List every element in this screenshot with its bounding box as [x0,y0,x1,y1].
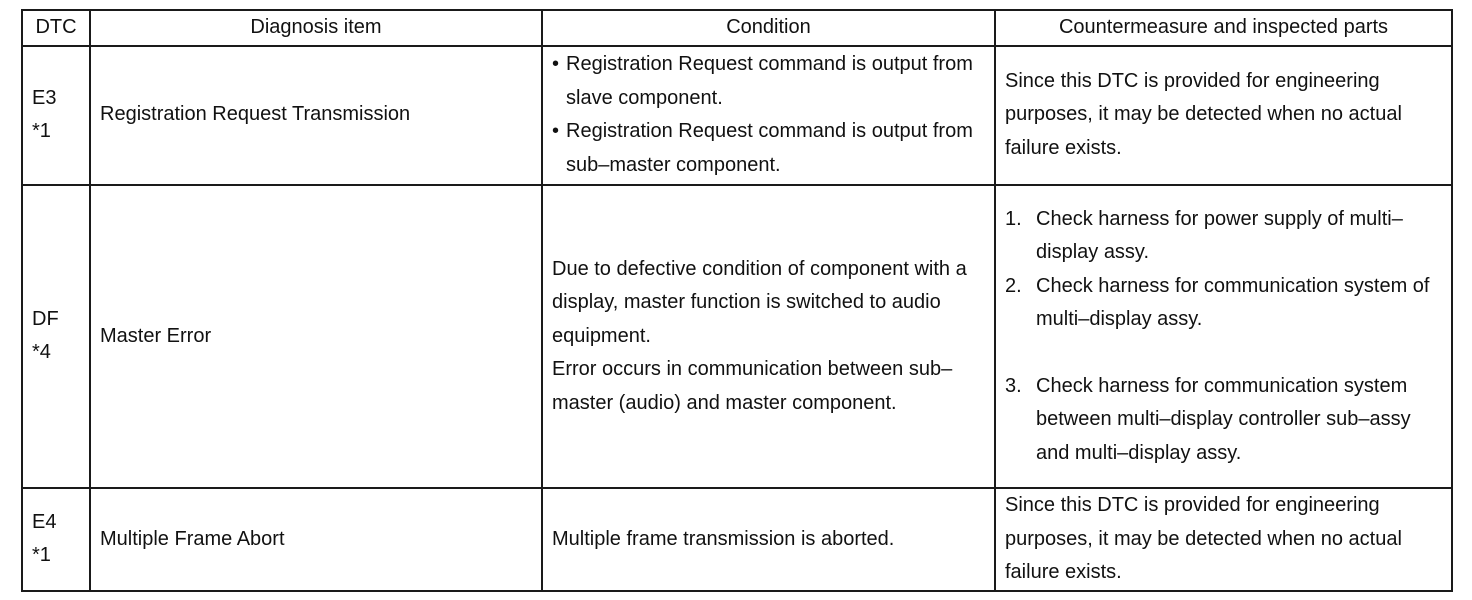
diagnosis-item-cell: Registration Request Transmission [90,46,542,185]
step-number: 3. [1005,374,1022,397]
header-diagnosis-item: Diagnosis item [90,10,542,46]
countermeasure-cell: Since this DTC is provided for engineering purposes, it may be detected when no actual failure exists. [995,46,1452,185]
dtc-code: DF [32,307,59,330]
dtc-cell [22,488,90,591]
countermeasure-cell [995,185,1452,488]
dtc-table [21,9,1453,592]
step-text: Check harness for power supply of multi–display assy. [1036,207,1403,264]
step-number: 1. [1005,207,1022,230]
dtc-note: *1 [32,544,51,567]
header-dtc: DTC [22,10,90,46]
countermeasure-step [1005,370,1442,471]
diagnosis-item-cell: Master Error [90,185,542,488]
condition-bullet: • Registration Request command is output from sub–master component. [552,115,985,182]
condition-bullet-list [552,48,985,182]
step-text: Check harness for communication system between multi–display controller sub–assy and multi–display assy. [1036,374,1411,464]
table-row [22,488,1452,591]
table-header [22,10,1452,46]
countermeasure-cell: Since this DTC is provided for engineering purposes, it may be detected when no actual failure exists. [995,488,1452,591]
header-condition: Condition [542,10,995,46]
dtc-cell [22,185,90,488]
countermeasure-step [1005,203,1442,270]
dtc-code: E4 [32,510,57,533]
dtc-cell [22,46,90,185]
step-text: Check harness for communication system of multi–display assy. [1036,274,1430,331]
countermeasure-steps [1005,203,1442,471]
condition-cell [542,46,995,185]
condition-cell: Multiple frame transmission is aborted. [542,488,995,591]
dtc-code: E3 [32,86,57,109]
step-number: 2. [1005,274,1022,297]
condition-paragraph: Due to defective condition of component with a display, master function is switched to audio equipment. [552,257,967,347]
header-countermeasure: Countermeasure and inspected parts [995,10,1452,46]
table-row [22,46,1452,185]
table-row [22,185,1452,488]
dtc-note: *4 [32,341,51,364]
condition-bullet: • Registration Request command is output from slave component. [552,48,985,115]
countermeasure-step [1005,270,1442,337]
diagnosis-item-cell: Multiple Frame Abort [90,488,542,591]
dtc-note: *1 [32,120,51,143]
table-body [22,46,1452,592]
header-row [22,10,1452,46]
condition-cell [542,185,995,488]
condition-paragraph: Error occurs in communication between sub–master (audio) and master component. [552,358,953,414]
